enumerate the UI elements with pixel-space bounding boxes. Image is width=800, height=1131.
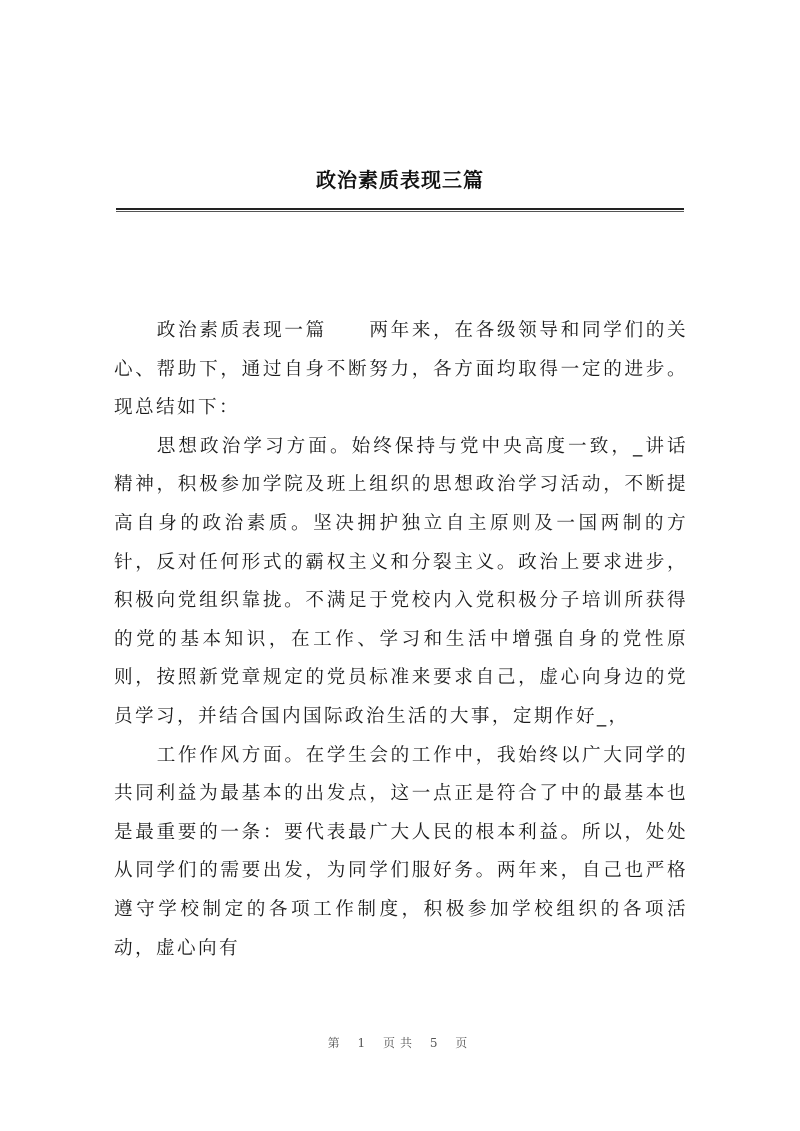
paragraph-political-study: 思想政治学习方面。始终保持与党中央高度一致，_讲话精神，积极参加学院及班上组织的思想政治学习活动，不断提高自身的政治素质。坚决拥护独立自主原则及一国两制的方针，反对任何形式的霸权主义和分裂主义。政治上要求进步，积极向党组织靠拢。不满足于党校内入党积极分子培训所获得的党的基本知识，在工作、学习和生活中增强自身的党性原则，按照新党章规定的党员标准来要求自己，虚心向身边的党员学习，并结合国内国际政治生活的大事，定期作好_，	[114, 435, 688, 727]
footer-page-number: 1	[357, 1036, 371, 1050]
footer-middle: 页共	[382, 1036, 417, 1050]
paragraph-work-style: 工作作风方面。在学生会的工作中，我始终以广大同学的共同利益为最基本的出发点，这一点正是符合了中的最基本也是最重要的一条：要代表最广大人民的根本利益。所以，处处从同学们的需要出发，为同学们服好务。两年来，自己也严格遵守学校制定的各项工作制度，积极参加学校组织的各项活动，虚心向有	[114, 744, 688, 959]
footer-total-pages: 5	[429, 1036, 443, 1050]
footer-prefix: 第	[327, 1036, 345, 1050]
document-body	[114, 312, 688, 968]
title-divider	[116, 208, 684, 212]
document-title: 政治素质表现三篇	[316, 168, 484, 192]
footer-suffix: 页	[455, 1036, 473, 1050]
paragraph-intro: 政治素质表现一篇 两年来，在各级领导和同学们的关心、帮助下，通过自身不断努力，各方面均取得一定的进步。现总结如下：	[114, 320, 688, 419]
page-footer	[0, 1034, 800, 1051]
